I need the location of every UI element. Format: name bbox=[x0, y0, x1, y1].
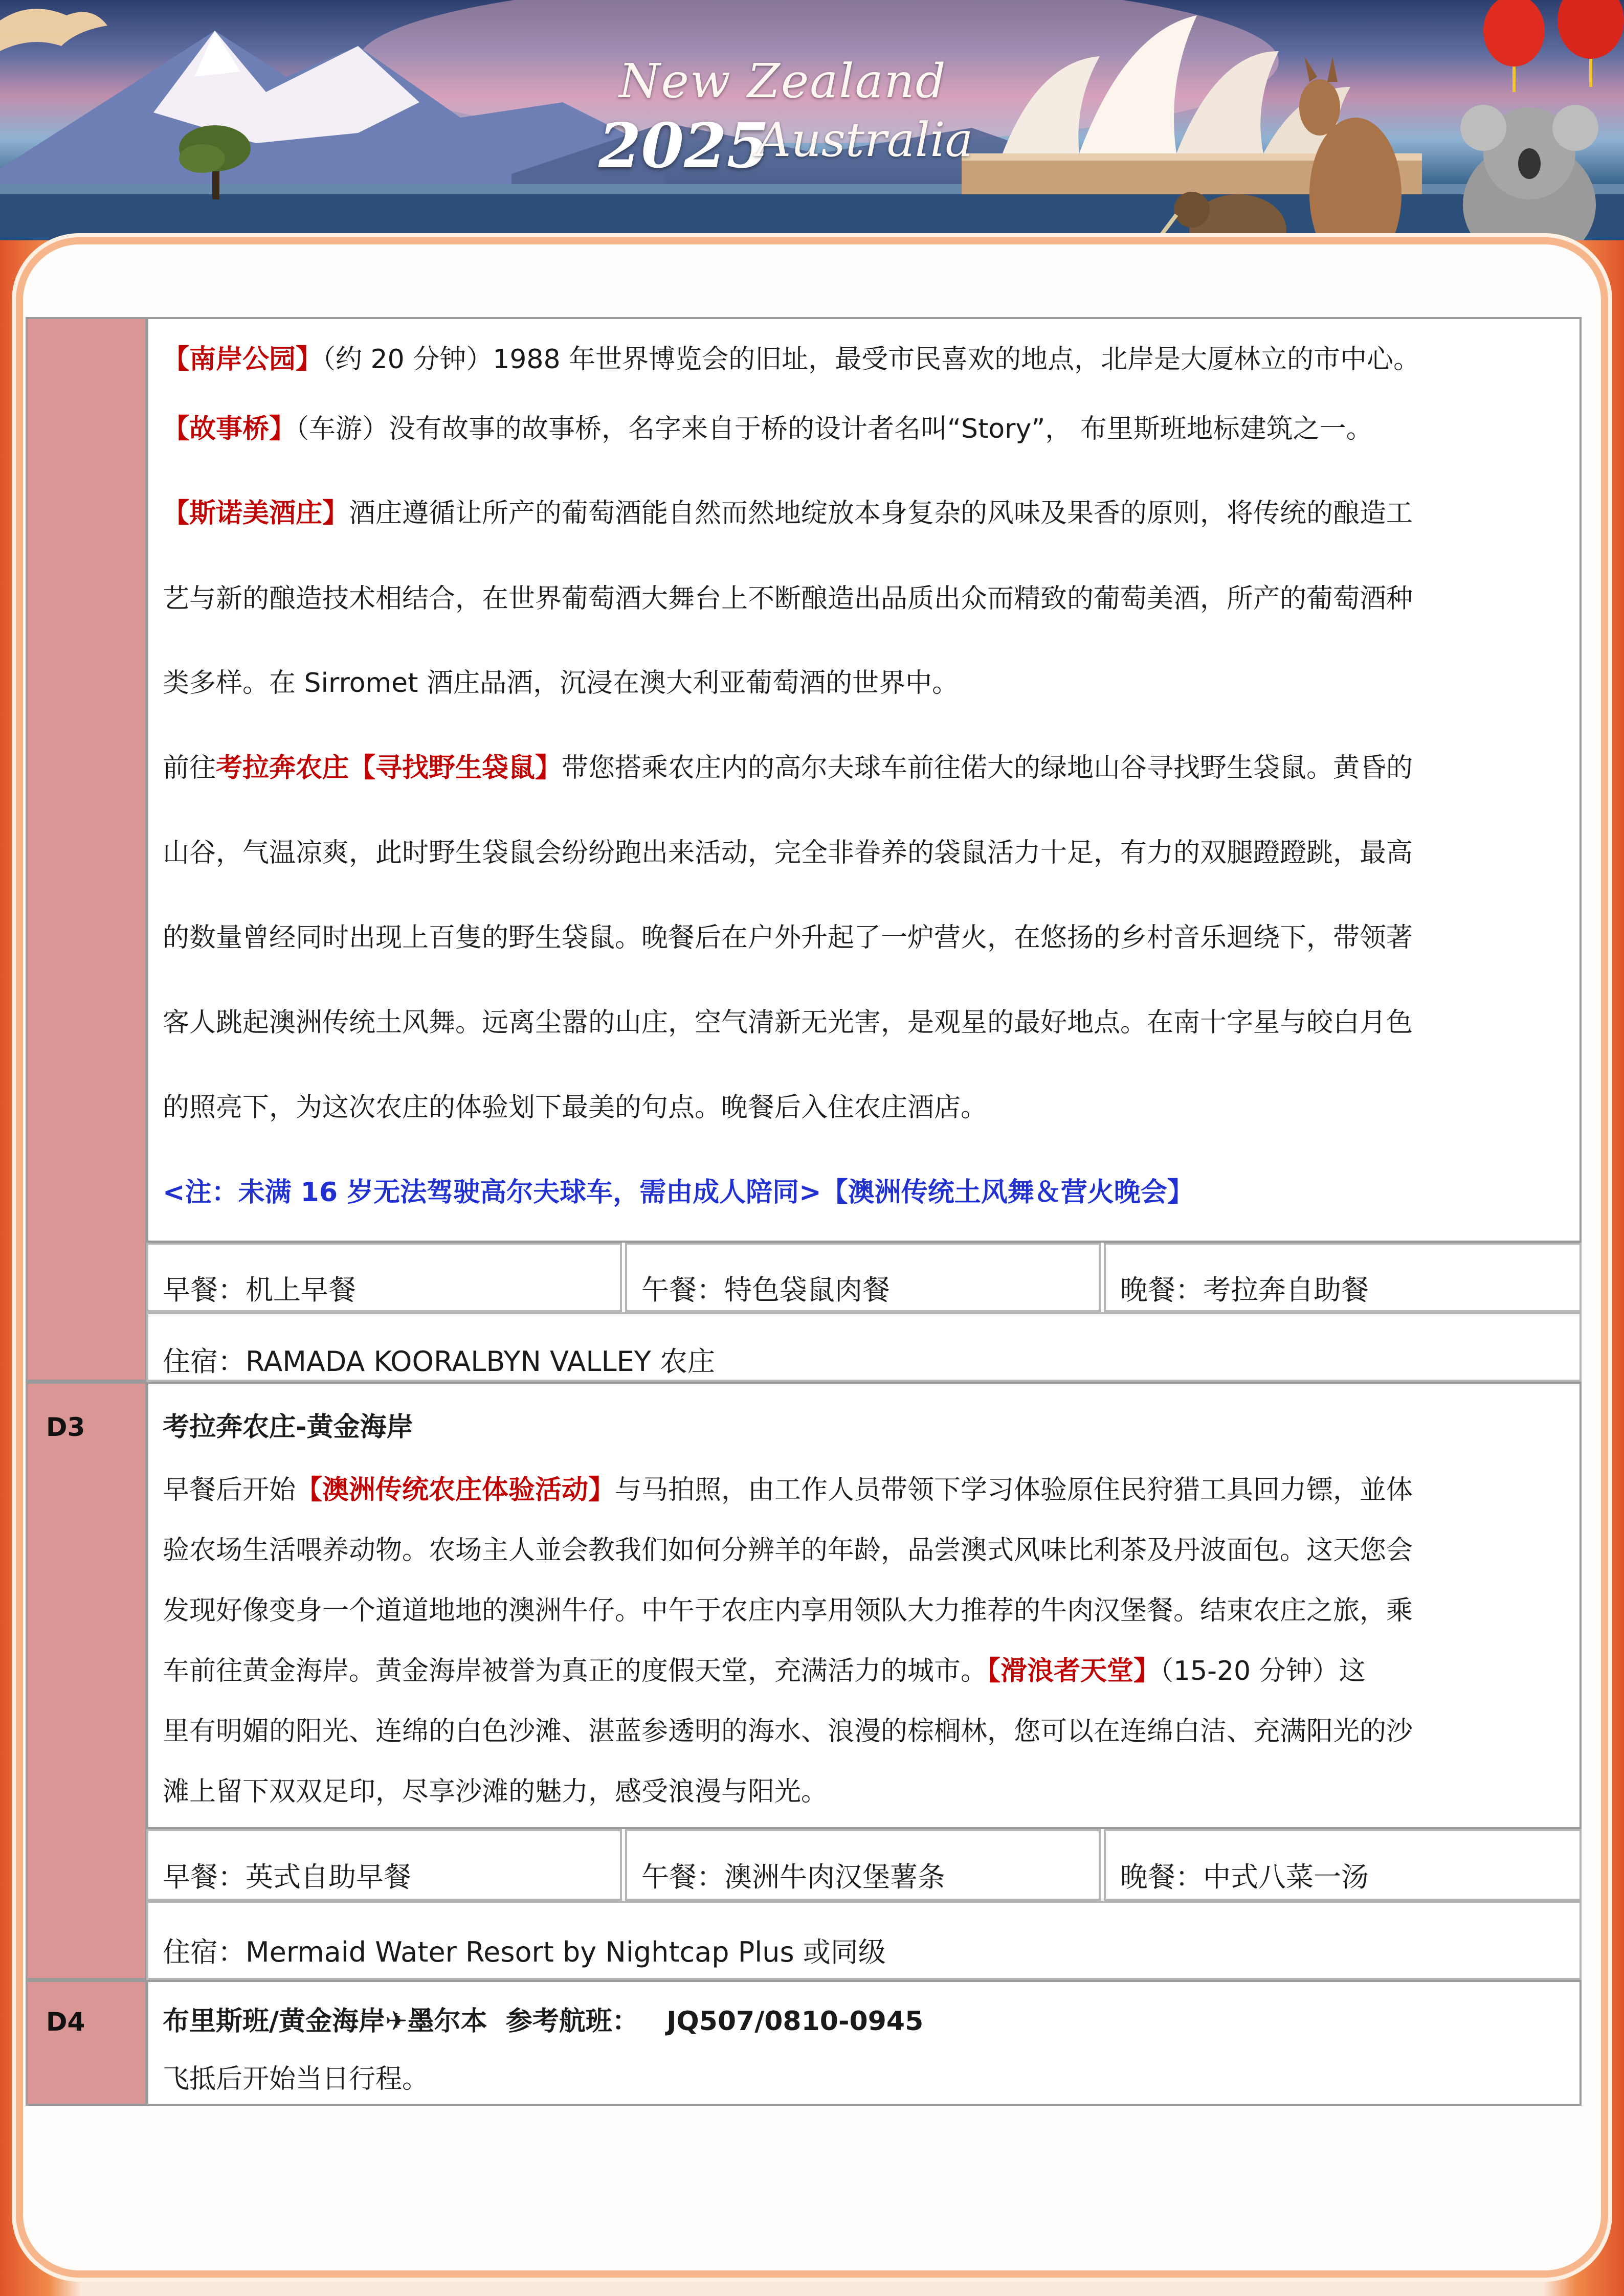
day3-label-cell bbox=[26, 1382, 147, 1980]
day3-line6: 滩上留下双双足印，尽享沙滩的魅力，感受浪漫与阳光。 bbox=[163, 1776, 828, 1807]
day3-hotel: 住宿：Mermaid Water Resort by Nightcap Plus 或同级 bbox=[163, 1936, 886, 1968]
day3-line4: 车前往黄金海岸。黄金海岸被誉为真正的度假天堂，充满活力的城市。【滑浪者天堂】（15-20 分钟）这 bbox=[163, 1656, 1366, 1686]
day3-breakfast: 早餐：英式自助早餐 bbox=[163, 1861, 411, 1893]
day2-winery-tag: 【斯诺美酒庄】 bbox=[163, 498, 349, 529]
day2-hotel: 住宿：RAMADA KOORALBYN VALLEY 农庄 bbox=[163, 1345, 715, 1378]
banner-year: 2025 bbox=[598, 110, 769, 182]
day2-paragraph-farm-line2: 山谷，气温凉爽，此时野生袋鼠会纷纷跑出来活动，完全非眷养的袋鼠活力十足，有力的双腿蹬蹬跳，最高 bbox=[163, 838, 1413, 868]
day2-paragraph-winery-line2: 艺与新的酿造技术相结合，在世界葡萄酒大舞台上不断酿造出品质出众而精致的葡萄美酒，所产的葡萄酒种 bbox=[163, 583, 1413, 614]
day3-line1: 早餐后开始【澳洲传统农庄体验活动】与马拍照，由工作人员带领下学习体验原住民狩猎工具回力镖，並体 bbox=[163, 1475, 1413, 1505]
day3-dinner: 晚餐：中式八菜一汤 bbox=[1120, 1861, 1369, 1893]
day4-flight-number: JQ507/0810-0945 bbox=[666, 2006, 924, 2037]
day4-title: 布里斯班/黄金海岸✈墨尔本 bbox=[163, 2006, 487, 2037]
day2-paragraph-farm-line1: 前往考拉奔农庄【寻找野生袋鼠】带您搭乘农庄内的高尔夫球车前往偌大的绿地山谷寻找野生袋鼠。黄昏的 bbox=[163, 753, 1413, 783]
day2-paragraph-south-bank: 【南岸公园】（约 20 分钟）1988 年世界博览会的旧址，最受市民喜欢的地点，北岸是大厦林立的市中心。 bbox=[163, 344, 1420, 375]
day2-paragraph-story-bridge: 【故事桥】（车游）没有故事的故事桥，名字来自于桥的设计者名叫“Story”， 布里斯班地标建筑之一。 bbox=[163, 414, 1373, 444]
day2-dinner: 晚餐：考拉奔自助餐 bbox=[1120, 1274, 1369, 1306]
day2-south-bank-tag: 【南岸公园】 bbox=[163, 344, 323, 375]
cloud-ornament-icon bbox=[0, 9, 107, 51]
day4-flight-label: 参考航班： bbox=[505, 2006, 639, 2037]
day3-line5: 里有明媚的阳光、连绵的白色沙滩、湛蓝参透明的海水、浪漫的棕榈林，您可以在连绵白洁、充满阳光的沙 bbox=[163, 1716, 1413, 1747]
day2-breakfast: 早餐：机上早餐 bbox=[163, 1274, 356, 1306]
day3-line2: 验农场生活喂养动物。农场主人並会教我们如何分辨羊的年龄，品尝澳式风味比利茶及丹波面包。这天您会 bbox=[163, 1535, 1413, 1566]
banner-title-australia: Australia bbox=[757, 112, 973, 167]
day2-paragraph-winery-line1: 【斯诺美酒庄】酒庄遵循让所产的葡萄酒能自然而然地绽放本身复杂的风味及果香的原则，将传统的酿造工 bbox=[163, 498, 1413, 529]
day2-paragraph-farm-line3: 的数量曾经同时出现上百隻的野生袋鼠。晚餐后在户外升起了一炉营火，在悠扬的乡村音乐迴绕下，带领著 bbox=[163, 922, 1413, 953]
banner-title-new-zealand: New Zealand bbox=[619, 54, 947, 108]
koala-illustration bbox=[1460, 105, 1598, 240]
day4-title-line bbox=[163, 2008, 923, 2035]
day2-farm-tag: 考拉奔农庄【寻找野生袋鼠】 bbox=[216, 753, 562, 783]
day3-title: 考拉奔农庄-黄金海岸 bbox=[163, 1412, 413, 1443]
day2-paragraph-farm-line5: 的照亮下，为这次农庄的体验划下最美的句点。晚餐后入住农庄酒店。 bbox=[163, 1092, 988, 1123]
day4-text: 飞抵后开始当日行程。 bbox=[163, 2064, 429, 2095]
day3-surfers-paradise-tag: 【滑浪者天堂】 bbox=[987, 1656, 1161, 1686]
day3-farm-activity-tag: 【澳洲传统农庄体验活动】 bbox=[296, 1475, 615, 1505]
day3-label: D3 bbox=[46, 1412, 85, 1442]
day2-lunch: 午餐：特色袋鼠肉餐 bbox=[641, 1274, 890, 1306]
day3-line3: 发现好像变身一个道道地地的澳洲牛仔。中午于农庄内享用领队大力推荐的牛肉汉堡餐。结束农庄之旅，乘 bbox=[163, 1595, 1413, 1626]
header-banner bbox=[0, 0, 1624, 240]
day2-note: <注：未满 16 岁无法驾驶高尔夫球车，需由成人陪同>【澳洲传统土风舞＆营火晚会】 bbox=[163, 1177, 1194, 1208]
day2-paragraph-winery-line3: 类多样。在 Sirromet 酒庄品酒，沉浸在澳大利亚葡萄酒的世界中。 bbox=[163, 668, 959, 699]
day4-label-cell bbox=[26, 1980, 147, 2106]
day3-lunch: 午餐：澳洲牛肉汉堡薯条 bbox=[641, 1861, 945, 1893]
day2-paragraph-farm-line4: 客人跳起澳洲传统土风舞。远离尘嚣的山庄，空气清新无光害，是观星的最好地点。在南十字星与皎白月色 bbox=[163, 1007, 1413, 1038]
day2-label-cell bbox=[26, 317, 147, 1382]
lantern-icon bbox=[1483, 0, 1624, 92]
day2-story-bridge-tag: 【故事桥】 bbox=[163, 414, 296, 444]
day4-label: D4 bbox=[46, 2007, 85, 2037]
